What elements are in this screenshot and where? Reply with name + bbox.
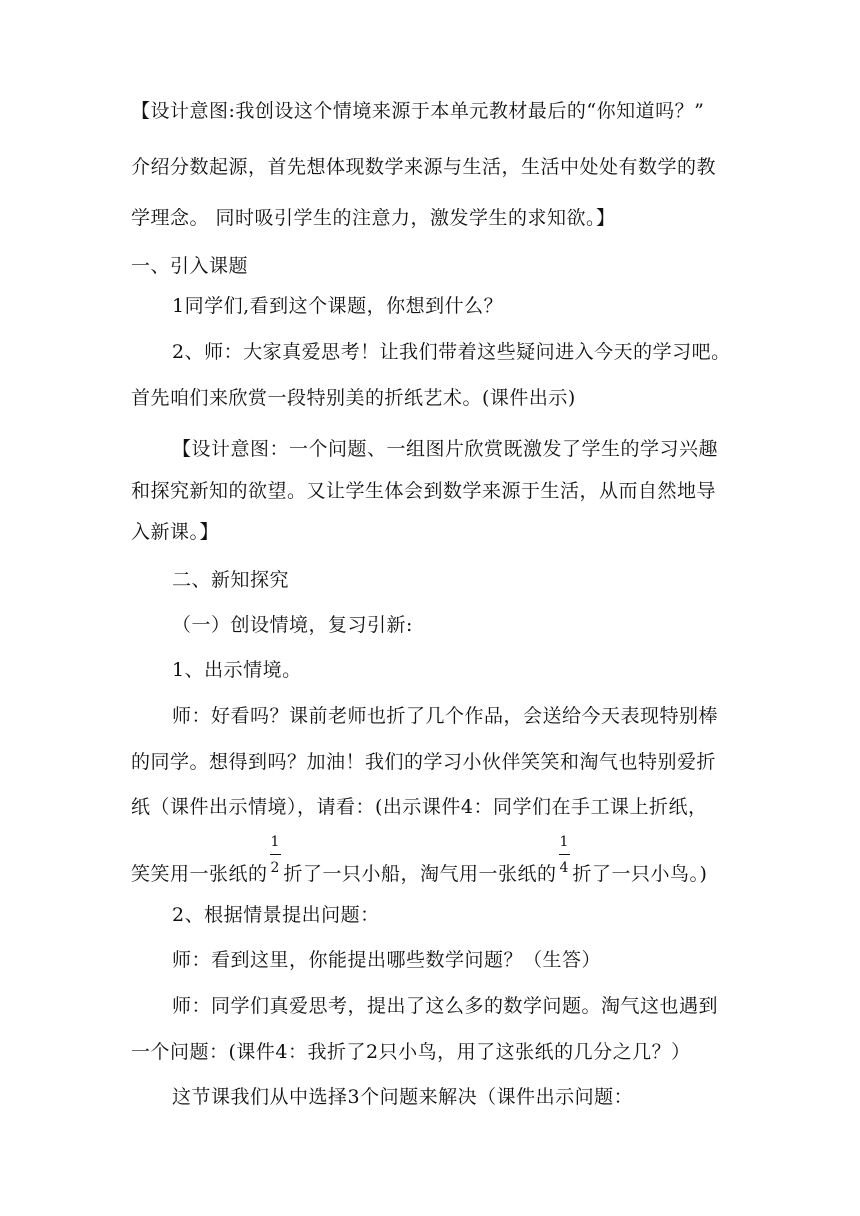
line-4-part-b: 折了一只小船，淘气用一张纸的 [283,863,557,885]
fraction-2-numerator: 1 [559,834,569,850]
fraction-2-bar [559,854,570,855]
teacher-praise-line-1: 师：同学们真爱思考，提出了这么多的数学问题。淘气这也遇到 [172,995,719,1017]
teacher-show-line-3: 纸（课件出示情境），请看：(出示课件4：同学们在手工课上折纸， [131,796,708,818]
section-1-heading: 一、引入课题 [131,255,249,277]
fraction-1-denominator: 2 [270,860,280,876]
teacher-praise-line-2: 一个问题：(课件4：我折了2只小鸟，用了这张纸的几分之几？） [131,1041,691,1063]
closing-line: 这节课我们从中选择3个问题来解决（课件出示问题： [172,1086,634,1108]
section-2-heading: 二、新知探究 [172,569,290,591]
fraction-one-half [270,834,282,880]
question-1: 1同学们,看到这个课题，你想到什么？ [172,295,504,317]
fraction-1-bar [270,854,281,855]
fraction-1-numerator: 1 [270,834,280,850]
line-4-part-c: 折了一只小鸟。) [572,863,708,885]
teacher-2-line-1: 2、师：大家真爱思考！让我们带着这些疑问进入今天的学习吧。 [172,341,731,363]
design-intent-1-line-2: 介绍分数起源，首先想体现数学来源与生活，生活中处处有数学的教 [131,156,717,178]
fraction-one-quarter [559,834,571,880]
subsection-1: （一）创设情境，复习引新: [172,614,413,636]
teacher-show-line-1: 师：好看吗？课前老师也折了几个作品，会送给今天表现特别棒 [172,705,719,727]
design-intent-2-line-2: 和探究新知的欲望。又让学生体会到数学来源于生活，从而自然地导 [131,480,717,502]
step-2: 2、根据情景提出问题： [172,904,380,926]
teacher-show-line-4 [131,834,708,885]
design-intent-2-line-3: 入新课。】 [131,521,220,543]
design-intent-1-line-3: 学理念。 同时吸引学生的注意力，激发学生的求知欲。】 [131,207,616,229]
teacher-ask: 师：看到这里，你能提出哪些数学问题？（生答） [172,949,602,971]
line-4-part-a: 笑笑用一张纸的 [131,863,268,885]
step-1: 1、出示情境。 [172,659,302,681]
fraction-2-denominator: 4 [559,860,569,876]
design-intent-1-line-1: 【设计意图:我创设这个情境来源于本单元教材最后的“你知道吗？” [131,100,705,122]
teacher-show-line-2: 的同学。想得到吗？加油！我们的学习小伙伴笑笑和淘气也特别爱折 [131,751,717,773]
design-intent-2-line-1: 【设计意图：一个问题、一组图片欣赏既激发了学生的学习兴趣 [172,438,719,460]
teacher-2-line-2: 首先咱们来欣赏一段特别美的折纸艺术。(课件出示) [131,387,576,409]
